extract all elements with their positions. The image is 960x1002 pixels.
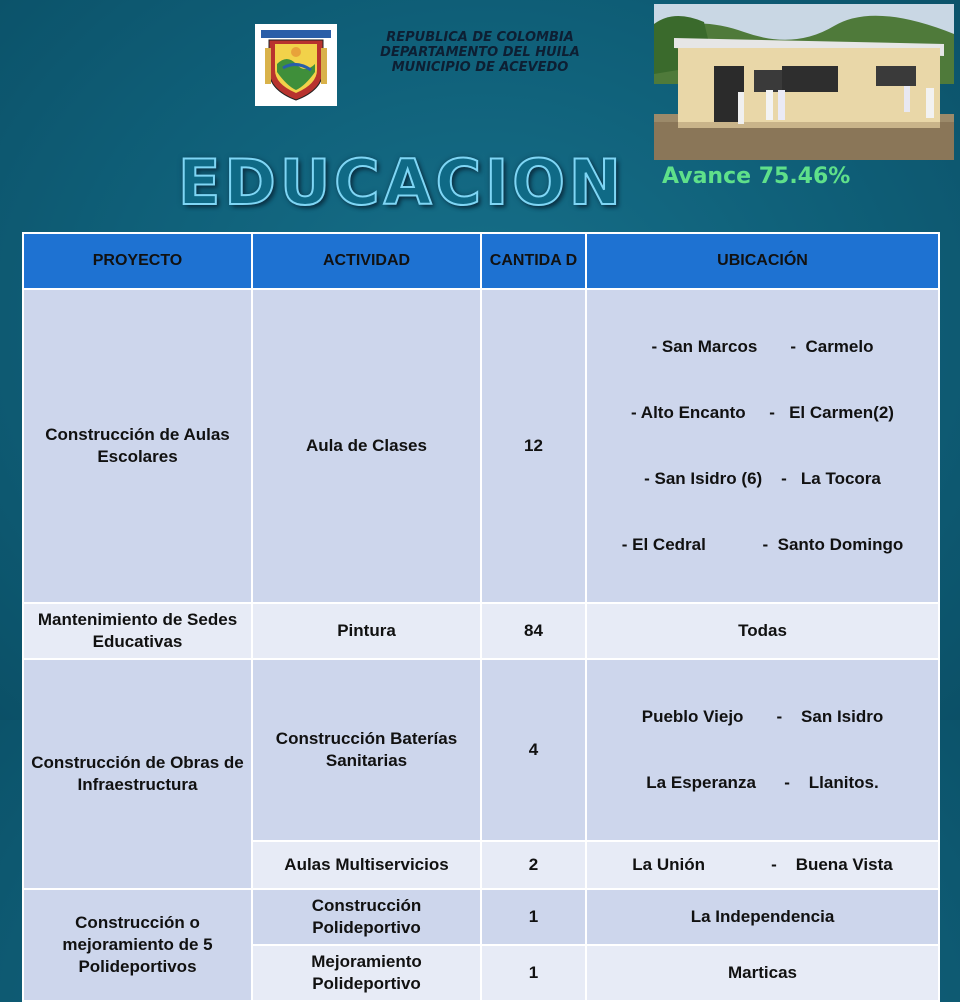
ubicacion-line: La Esperanza - Llanitos.	[646, 773, 879, 792]
table-header-row	[23, 233, 939, 289]
cell-actividad: Construcción Baterías Sanitarias	[252, 659, 481, 841]
table-row	[23, 289, 939, 603]
cell-actividad: Pintura	[252, 603, 481, 659]
government-header	[360, 30, 600, 75]
header-line-department: DEPARTAMENTO DEL HUILA	[380, 45, 580, 60]
header-ubicacion: UBICACIÓN	[586, 233, 939, 289]
header-line-republic: REPUBLICA DE COLOMBIA	[386, 30, 574, 45]
school-building-photo	[654, 4, 954, 160]
cell-cantidad: 1	[481, 945, 586, 1001]
cell-cantidad: 12	[481, 289, 586, 603]
cell-cantidad: 84	[481, 603, 586, 659]
progress-label: Avance 75.46%	[662, 164, 851, 189]
municipal-coat-of-arms-logo	[255, 24, 337, 106]
table-row	[23, 659, 939, 841]
cell-actividad: Aulas Multiservicios	[252, 841, 481, 889]
cell-actividad: Mejoramiento Polideportivo	[252, 945, 481, 1001]
cell-proyecto: Construcción de Obras de Infraestructura	[23, 659, 252, 889]
cell-actividad: Construcción Polideportivo	[252, 889, 481, 945]
cell-ubicacion	[586, 289, 939, 603]
ubicacion-line: - San Isidro (6) - La Tocora	[644, 469, 881, 488]
header-cantidad: CANTIDA D	[481, 233, 586, 289]
cell-proyecto: Construcción o mejoramiento de 5 Polideportivos	[23, 889, 252, 1001]
table-row	[23, 889, 939, 945]
table-row	[23, 603, 939, 659]
ubicacion-line: Pueblo Viejo - San Isidro	[641, 707, 884, 726]
education-projects-table	[22, 232, 940, 1002]
ubicacion-line: - El Cedral - Santo Domingo	[621, 535, 904, 554]
cell-ubicacion: La Unión - Buena Vista	[586, 841, 939, 889]
page-title: EDUCACION	[178, 146, 625, 219]
header-line-municipality: MUNICIPIO DE ACEVEDO	[391, 60, 569, 75]
cell-cantidad: 1	[481, 889, 586, 945]
cell-proyecto: Construcción de Aulas Escolares	[23, 289, 252, 603]
header-proyecto: PROYECTO	[23, 233, 252, 289]
header-actividad: ACTIVIDAD	[252, 233, 481, 289]
cell-ubicacion: La Independencia	[586, 889, 939, 945]
cell-cantidad: 2	[481, 841, 586, 889]
cell-cantidad: 4	[481, 659, 586, 841]
cell-ubicacion: Todas	[586, 603, 939, 659]
cell-ubicacion	[586, 659, 939, 841]
cell-ubicacion: Marticas	[586, 945, 939, 1001]
ubicacion-line: - San Marcos - Carmelo	[651, 337, 874, 356]
ubicacion-line: - Alto Encanto - El Carmen(2)	[631, 403, 894, 422]
cell-actividad: Aula de Clases	[252, 289, 481, 603]
cell-proyecto: Mantenimiento de Sedes Educativas	[23, 603, 252, 659]
